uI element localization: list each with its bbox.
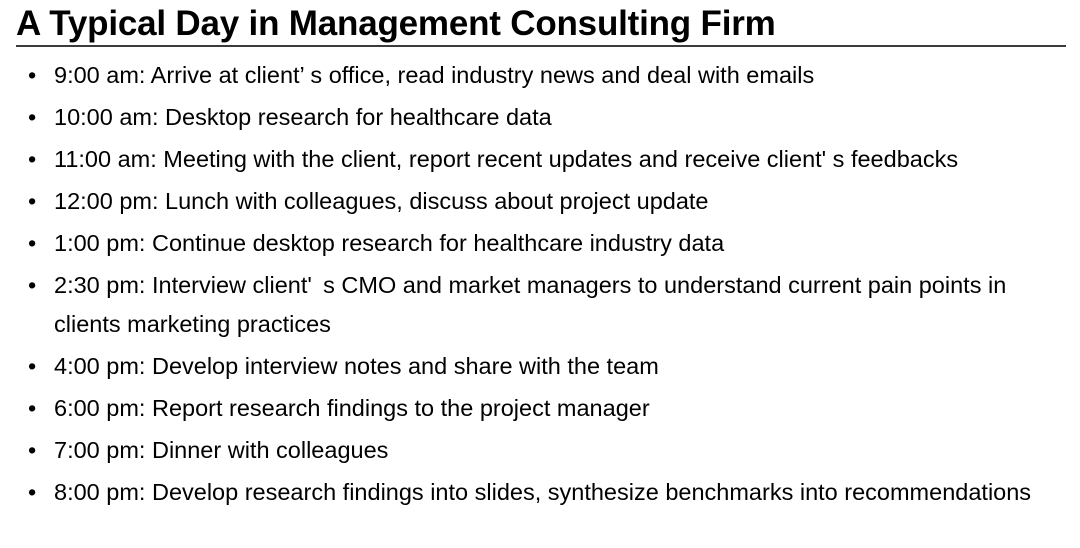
bullet-icon: •	[28, 104, 37, 131]
list-item	[14, 140, 1070, 179]
list-item-text: 1:00 pm: Continue desktop research for healthcare industry data	[54, 230, 725, 257]
list-item-text: 4:00 pm: Develop interview notes and share with the team	[54, 353, 659, 380]
list-item	[14, 98, 1070, 137]
bullet-icon: •	[28, 395, 37, 422]
list-item	[14, 431, 1070, 470]
list-item	[14, 347, 1070, 386]
bullet-icon: •	[28, 62, 37, 89]
list-item-text: 11:00 am: Meeting with the client, report recent updates and receive client' s feedbacks	[54, 146, 959, 173]
list-item-text: 2:30 pm: Interview client' s CMO and market managers to understand current pain points in clients marketing practices	[54, 272, 1007, 338]
list-item	[14, 473, 1070, 512]
bullet-icon: •	[28, 188, 37, 215]
list-item	[14, 182, 1070, 221]
list-item	[14, 389, 1070, 428]
bullet-icon: •	[28, 272, 37, 299]
list-item	[14, 266, 1070, 344]
list-item-text: 7:00 pm: Dinner with colleagues	[54, 437, 389, 464]
list-item-text: 9:00 am: Arrive at client’ s office, read industry news and deal with emails	[54, 62, 815, 89]
list-item-text: 10:00 am: Desktop research for healthcare data	[54, 104, 552, 131]
bullet-icon: •	[28, 146, 37, 173]
page-title: A Typical Day in Management Consulting Firm	[16, 4, 776, 43]
list-item-text: 8:00 pm: Develop research findings into slides, synthesize benchmarks into recommendations	[54, 479, 1032, 506]
list-item-text: 6:00 pm: Report research findings to the project manager	[54, 395, 650, 422]
list-item	[14, 224, 1070, 263]
bullet-icon: •	[28, 479, 37, 506]
agenda-list	[14, 56, 1070, 512]
list-item-text: 12:00 pm: Lunch with colleagues, discuss about project update	[54, 188, 709, 215]
bullet-icon: •	[28, 353, 37, 380]
bullet-icon: •	[28, 437, 37, 464]
list-item	[14, 56, 1070, 95]
title-divider	[16, 45, 1066, 47]
bullet-icon: •	[28, 230, 37, 257]
